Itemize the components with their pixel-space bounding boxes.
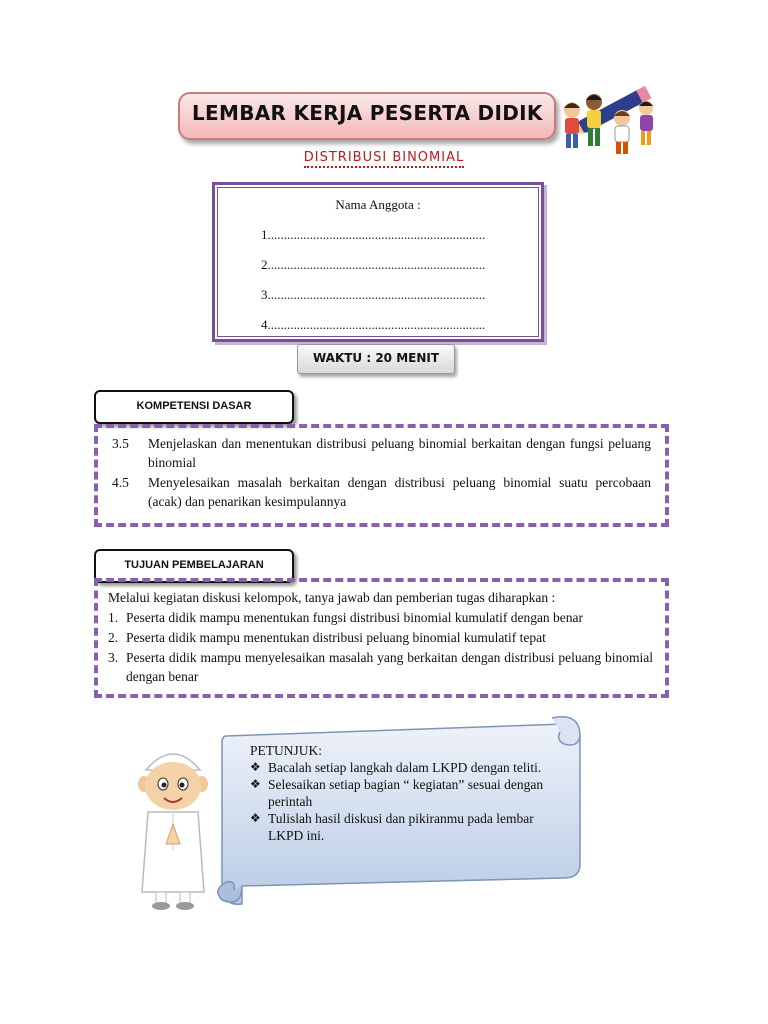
tujuan-number: 1. — [108, 610, 119, 625]
member-names-box — [212, 182, 544, 342]
tujuan-intro: Melalui kegiatan diskusi kelompok, tanya jawab dan pemberian tugas diharapkan : — [108, 590, 556, 605]
tujuan-text: Peserta didik mampu menentukan distribusi peluang binomial kumulatif tepat — [126, 630, 546, 645]
time-text: WAKTU : 20 MENIT — [312, 351, 440, 365]
petunjuk-content — [250, 742, 550, 844]
kompetensi-text: Menyelesaikan masalah berkaitan dengan distribusi peluang binomial suatu percobaan (acak) dan penarikan kesimpulannya — [148, 475, 651, 509]
tujuan-box — [94, 578, 669, 698]
title-banner — [178, 92, 556, 140]
petunjuk-item — [250, 810, 550, 844]
kompetensi-number: 4.5 — [112, 475, 129, 490]
member-line-1[interactable]: 1................................................................... — [261, 227, 486, 242]
kids-with-pencil-illustration — [556, 72, 662, 158]
petunjuk-text: Tulislah hasil diskusi dan pikiranmu pada lembar LKPD ini. — [268, 811, 534, 843]
petunjuk-item — [250, 759, 550, 776]
petunjuk-scroll — [212, 714, 582, 910]
member-line-4[interactable]: 4................................................................... — [261, 317, 486, 332]
praying-boy-illustration — [130, 740, 216, 912]
tujuan-number: 2. — [108, 630, 119, 645]
tujuan-number: 3. — [108, 650, 119, 665]
tujuan-heading: TUJUAN PEMBELAJARAN — [124, 559, 264, 571]
tujuan-text: Peserta didik mampu menyelesaikan masalah yang berkaitan dengan distribusi peluang binomial dengan benar — [126, 650, 653, 684]
kompetensi-header — [94, 390, 294, 424]
petunjuk-text: Selesaikan setiap bagian “ kegiatan” sesuai dengan perintah — [268, 777, 544, 809]
petunjuk-title: PETUNJUK: — [250, 743, 323, 758]
diamond-bullet-icon: ❖ — [250, 777, 261, 791]
subtitle — [0, 150, 768, 165]
subtitle-text: DISTRIBUSI BINOMIAL — [304, 150, 464, 168]
member-line-2[interactable]: 2................................................................... — [261, 257, 486, 272]
kompetensi-heading: KOMPETENSI DASAR — [136, 400, 252, 412]
page-title: LEMBAR KERJA PESERTA DIDIK — [192, 101, 543, 125]
petunjuk-item — [250, 776, 550, 810]
kompetensi-text: Menjelaskan dan menentukan distribusi peluang binomial berkaitan dengan fungsi peluang binomial — [148, 436, 651, 470]
kompetensi-box — [94, 424, 669, 527]
member-line-3[interactable]: 3................................................................... — [261, 287, 486, 302]
kompetensi-number: 3.5 — [112, 436, 129, 451]
time-badge — [297, 344, 455, 374]
tujuan-text: Peserta didik mampu menentukan fungsi distribusi binomial kumulatif dengan benar — [126, 610, 584, 625]
member-label: Nama Anggota : — [335, 197, 421, 212]
petunjuk-text: Bacalah setiap langkah dalam LKPD dengan teliti. — [268, 760, 542, 775]
diamond-bullet-icon: ❖ — [250, 811, 261, 825]
diamond-bullet-icon: ❖ — [250, 760, 261, 774]
